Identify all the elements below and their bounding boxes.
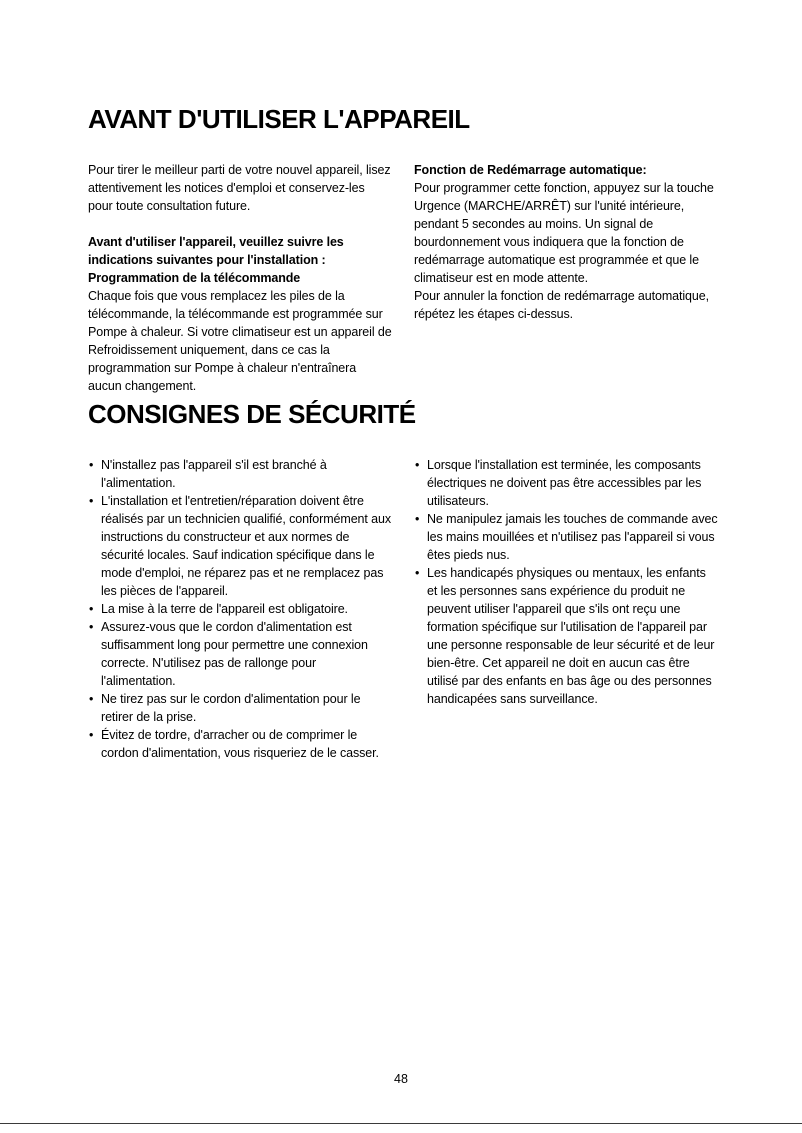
list-item: • Lorsque l'installation est terminée, les composants électriques ne doivent pas être accessibles par les utilisateurs. (414, 456, 718, 510)
page-number: 48 (394, 1072, 408, 1086)
auto-restart-cancel-body: Pour annuler la fonction de redémarrage automatique, répétez les étapes ci-dessus. (414, 289, 709, 321)
footer-divider (0, 1123, 802, 1124)
section-title-safety: CONSIGNES DE SÉCURITÉ (88, 399, 416, 429)
list-item: • L'installation et l'entretien/réparation doivent être réalisés par un technicien qualifié, conformément aux instructions du constructeur et aux normes de sécurité locales. Sauf indication spécifique dans le mode d'emploi, ne réparez pas et ne remplacez pas les pièces de l'appareil. (88, 492, 392, 600)
auto-restart-body: Pour programmer cette fonction, appuyez sur la touche Urgence (MARCHE/ARRÊT) sur l'unité intérieure, pendant 5 secondes au moins. Un signal de bourdonnement vous indiquera que la fonction de redémarrage automatique est programmée et que le climatiseur est en mode attente. (414, 181, 714, 285)
list-item: • Ne tirez pas sur le cordon d'alimentation pour le retirer de la prise. (88, 690, 392, 726)
remote-programming-body: Chaque fois que vous remplacez les piles de la télécommande, la télécommande est programmée sur Pompe à chaleur. Si votre climatiseur est un appareil de Refroidissement uniquement, dans ce cas la programmation sur Pompe à chaleur n'entraînera aucun changement. (88, 289, 392, 393)
section-title-before-use: AVANT D'UTILISER L'APPAREIL (88, 104, 470, 134)
safety-bullet-list-right (414, 456, 718, 708)
list-item: • N'installez pas l'appareil s'il est branché à l'alimentation. (88, 456, 392, 492)
before-use-right-column (414, 161, 718, 399)
intro-paragraph: Pour tirer le meilleur parti de votre nouvel appareil, lisez attentivement les notices d'emploi et conservez-les pour toute consultation future. (88, 163, 391, 213)
before-use-columns (88, 161, 718, 399)
safety-columns (88, 456, 718, 762)
safety-right-column (414, 456, 718, 762)
auto-restart-heading: Fonction de Redémarrage automatique: (414, 163, 647, 177)
safety-left-column (88, 456, 392, 762)
safety-bullet-list-left (88, 456, 392, 762)
installation-instructions-bold-intro: Avant d'utiliser l'appareil, veuillez suivre les indications suivantes pour l'installation : (88, 235, 344, 267)
before-use-left-column (88, 161, 392, 399)
list-item: • La mise à la terre de l'appareil est obligatoire. (88, 600, 392, 618)
list-item: • Assurez-vous que le cordon d'alimentation est suffisamment long pour permettre une connexion correcte. N'utilisez pas de rallonge pour l'alimentation. (88, 618, 392, 690)
list-item: • Ne manipulez jamais les touches de commande avec les mains mouillées et n'utilisez pas l'appareil si vous êtes pieds nus. (414, 510, 718, 564)
list-item: • Les handicapés physiques ou mentaux, les enfants et les personnes sans expérience du produit ne peuvent utiliser l'appareil que s'ils ont reçu une formation spécifique sur l'utilisation de l'appareil par une personne responsable de leur sécurité et de leur bien-être. Cet appareil ne doit en aucun cas être utilisé par des enfants en bas âge ou des personnes handicapées sans surveillance. (414, 564, 718, 708)
list-item: • Évitez de tordre, d'arracher ou de comprimer le cordon d'alimentation, vous risqueriez de le casser. (88, 726, 392, 762)
remote-programming-heading: Programmation de la télécommande (88, 271, 301, 285)
